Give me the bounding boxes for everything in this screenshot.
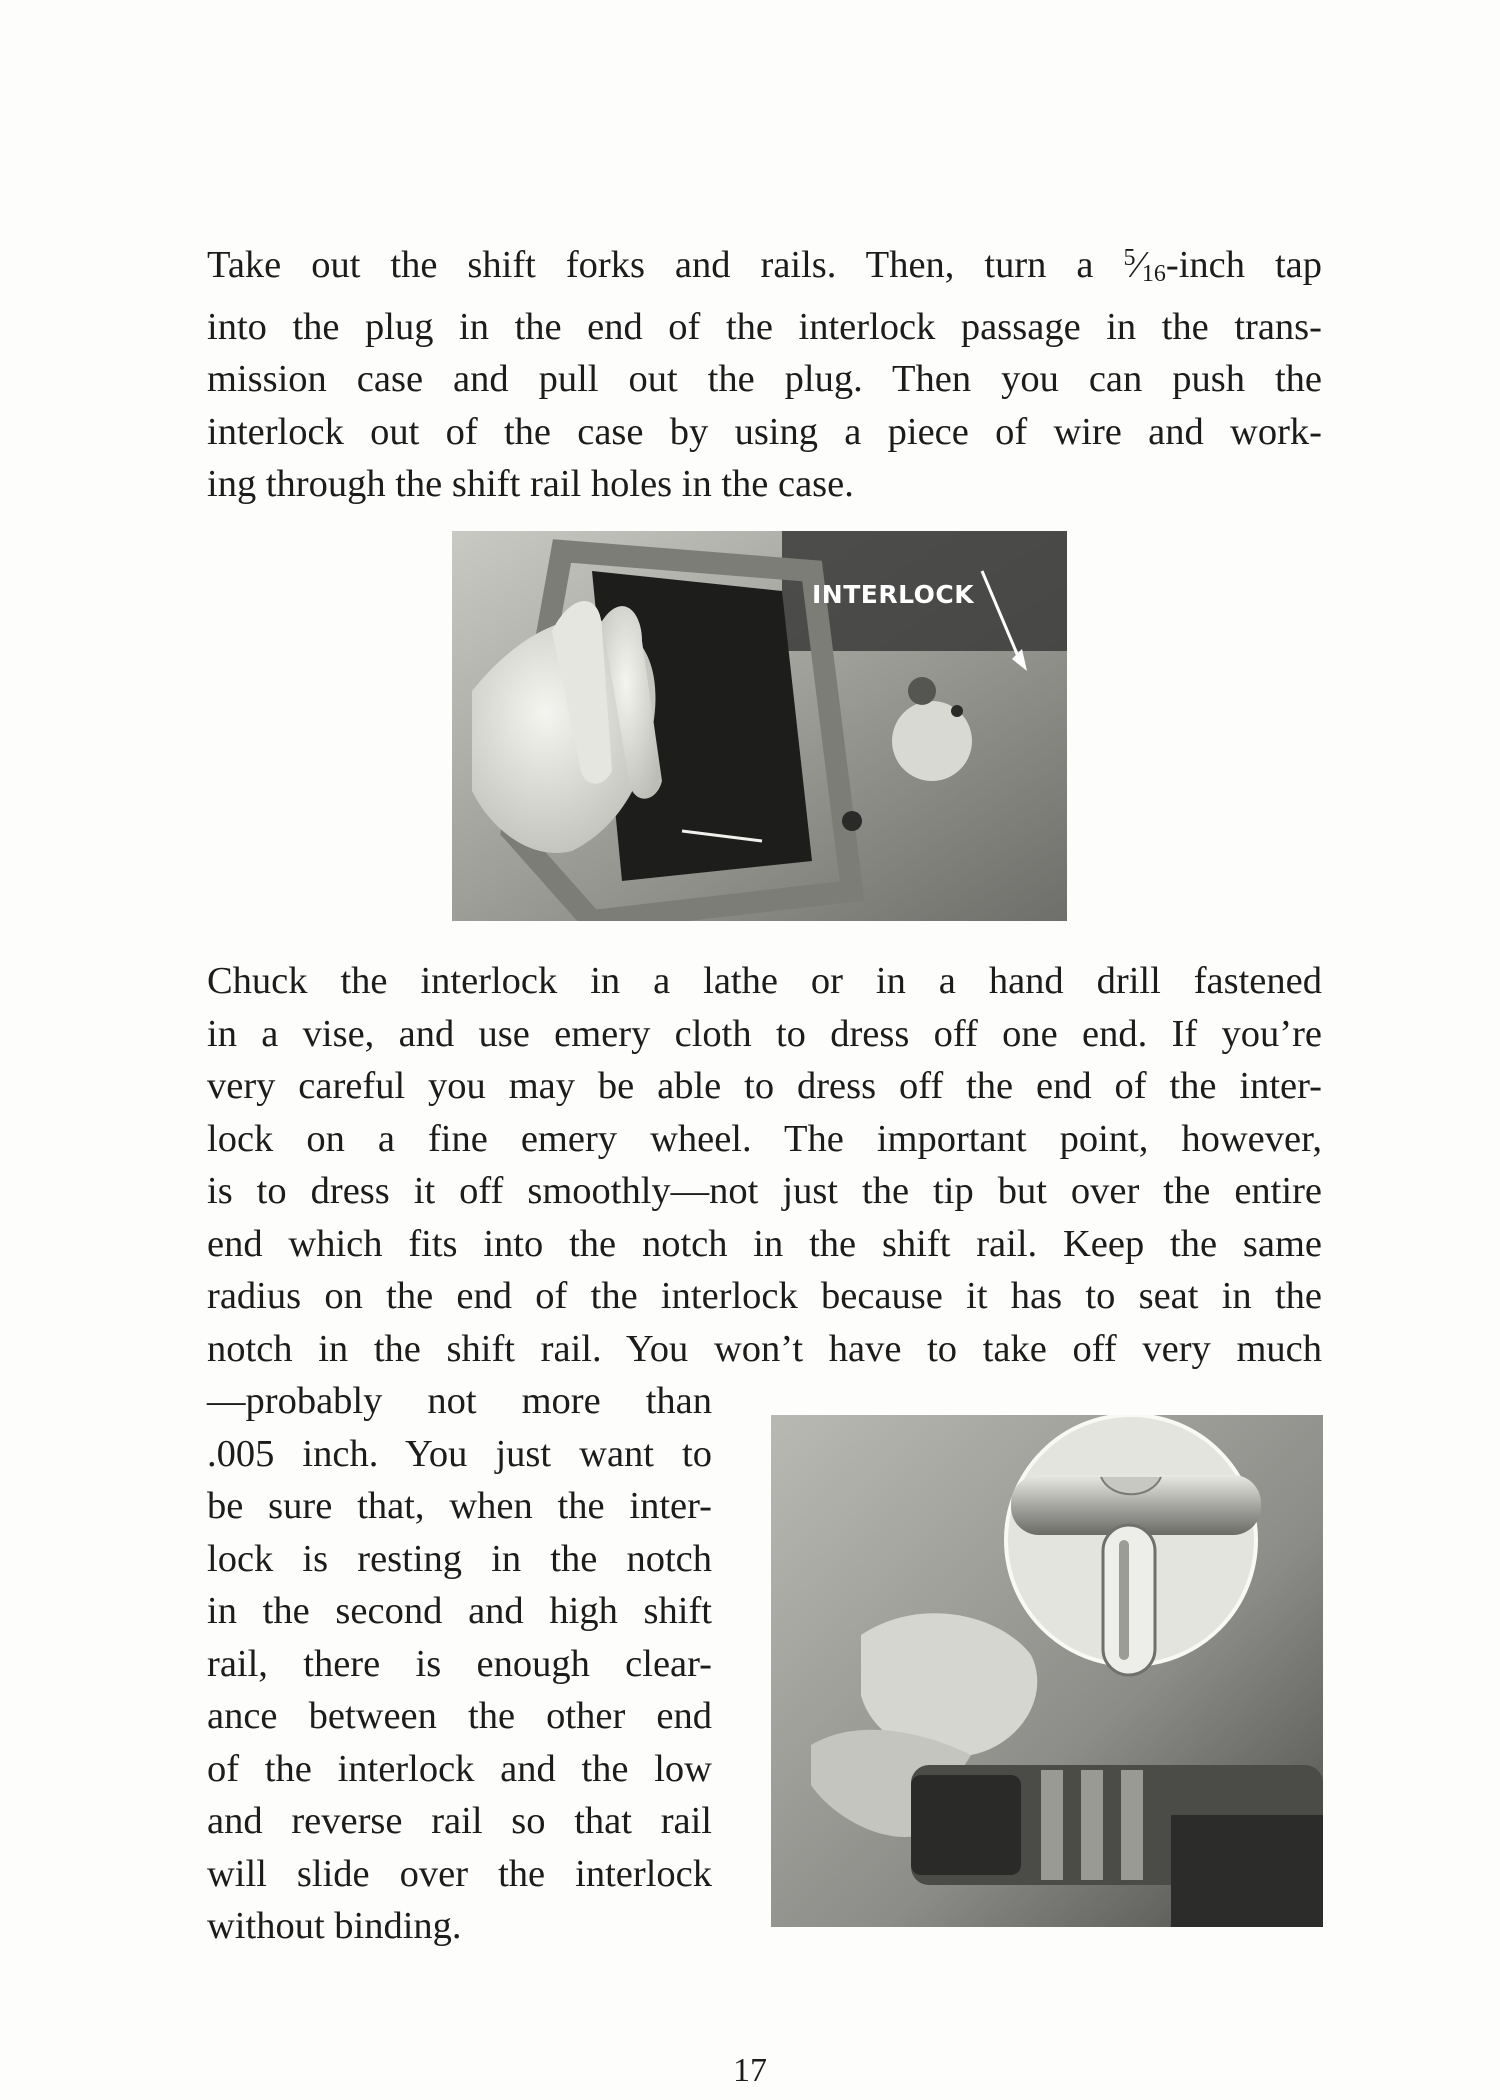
paragraph-line: —probably not more than xyxy=(207,1380,712,1422)
paragraph-line: of the interlock and the low xyxy=(207,1747,712,1790)
paragraph-line: mission case and pull out the plug. Then you can push the xyxy=(207,358,1322,400)
paragraph-line: will slide over the interlock xyxy=(207,1852,712,1895)
paragraph-line: lock on a fine emery wheel. The important point, however, xyxy=(207,1117,1322,1160)
paragraph-line: Take out the shift forks and rails. Then, turn a $^5⁄_{16}$-inch tap xyxy=(207,244,1323,287)
page-number: 17 xyxy=(733,2052,767,2089)
paragraph-line: interlock out of the case by using a piece of wire and work- xyxy=(207,410,1322,453)
paragraph-line: is to dress it off smoothly—not just the tip but over the entire xyxy=(207,1170,1322,1212)
paragraph-interlock-removal xyxy=(207,232,1322,511)
paragraph-clearance xyxy=(207,1375,712,1953)
paragraph-line: into the plug in the end of the interlock passage in the trans- xyxy=(207,305,1322,348)
paragraph-line: ance between the other end xyxy=(207,1695,712,1737)
paragraph-line: in a vise, and use emery cloth to dress off one end. If you’re xyxy=(207,1012,1322,1055)
paragraph-line: rail, there is enough clear- xyxy=(207,1642,712,1685)
drill-interlock-photo xyxy=(771,1415,1323,1927)
paragraph-line: without binding. xyxy=(207,1905,462,1947)
paragraph-line: very careful you may be able to dress off the end of the inter- xyxy=(207,1065,1322,1107)
paragraph-line: .005 inch. You just want to xyxy=(207,1432,712,1475)
paragraph-line: and reverse rail so that rail xyxy=(207,1800,712,1842)
paragraph-line: radius on the end of the interlock because it has to seat in the xyxy=(207,1275,1322,1317)
paragraph-dress-interlock xyxy=(207,955,1322,1375)
paragraph-line: lock is resting in the notch xyxy=(207,1537,712,1580)
paragraph-line: end which fits into the notch in the shift rail. Keep the same xyxy=(207,1222,1322,1265)
paragraph-line: notch in the shift rail. You won’t have to take off very much xyxy=(207,1327,1322,1370)
interlock-removal-photo xyxy=(452,531,1067,921)
interlock-callout-label: INTERLOCK xyxy=(812,580,975,609)
paragraph-line: in the second and high shift xyxy=(207,1590,712,1632)
paragraph-line: Chuck the interlock in a lathe or in a hand drill fastened xyxy=(207,960,1322,1002)
paragraph-line: ing through the shift rail holes in the case. xyxy=(207,463,854,505)
paragraph-line: be sure that, when the inter- xyxy=(207,1485,712,1527)
